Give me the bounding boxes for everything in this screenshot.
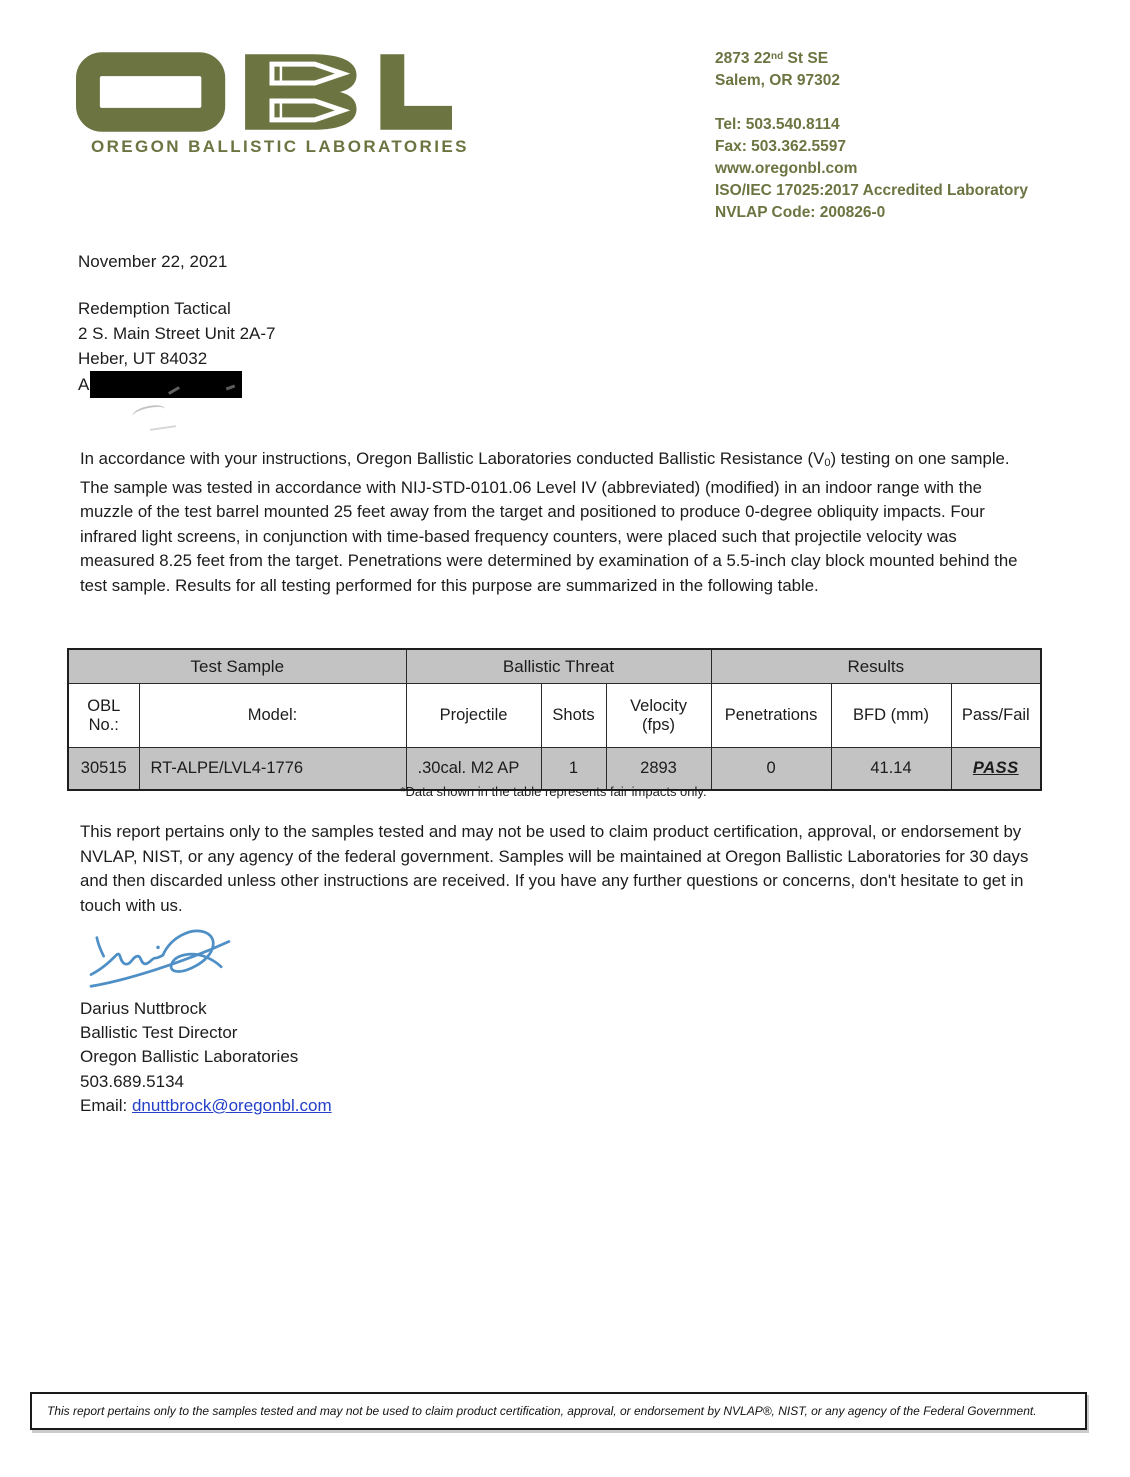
lab-website: www.oregonbl.com — [715, 160, 858, 177]
email-label: Email: — [80, 1095, 132, 1115]
cell-velocity: 2893 — [606, 748, 711, 791]
col-header-penetrations: Penetrations — [711, 684, 831, 748]
lab-address-line2: Salem, OR 97302 — [715, 72, 840, 89]
results-table — [67, 648, 1042, 791]
signer-title: Ballistic Test Director — [80, 1023, 238, 1043]
cell-obl-no: 30515 — [68, 748, 139, 791]
lab-contact-block — [715, 46, 1028, 224]
lab-address-line1: 2873 22nd St SE — [715, 50, 829, 67]
col-header-obl-no: OBL No.: — [68, 684, 139, 748]
lab-accreditation: ISO/IEC 17025:2017 Accredited Laboratory — [715, 182, 1029, 199]
col-header-bfd: BFD (mm) — [831, 684, 951, 748]
email-link[interactable]: dnuttbrock@oregonbl.com — [131, 1095, 332, 1115]
body-text — [80, 447, 1028, 599]
lab-nvlap-code: NVLAP Code: 200826-0 — [715, 204, 886, 221]
recipient-redacted-line: A — [78, 371, 275, 398]
group-header-results: Results — [711, 649, 1041, 684]
signature-scribble — [80, 926, 238, 994]
recipient-address1: 2 S. Main Street Unit 2A-7 — [78, 324, 276, 343]
col-header-velocity: Velocity (fps) — [606, 684, 711, 748]
cell-pass-fail: PASS — [951, 748, 1041, 791]
table-group-header-row — [68, 649, 1041, 684]
signer-name: Darius Nuttbrock — [80, 999, 207, 1018]
redaction-box — [90, 371, 242, 398]
cell-projectile: .30cal. M2 AP — [406, 748, 541, 791]
ordinal-suffix: nd — [771, 51, 784, 62]
scan-smudge — [131, 403, 167, 424]
cell-penetrations: 0 — [711, 748, 831, 791]
cell-model: RT-ALPE/LVL4-1776 — [139, 748, 406, 791]
signer-email-line — [80, 1094, 332, 1118]
footer-disclaimer-box — [30, 1392, 1087, 1430]
table-column-header-row — [68, 684, 1041, 748]
col-header-pass-fail: Pass/Fail — [951, 684, 1041, 748]
signature-block — [80, 997, 332, 1118]
obl-logo-icon — [76, 52, 454, 132]
col-header-projectile: Projectile — [406, 684, 541, 748]
cell-shots: 1 — [541, 748, 606, 791]
footer-disclaimer-text: This report pertains only to the samples tested and may not be used to claim product certification, approval, or endorsement by NVLAP®, NIST, or any agency of the Federal Government. — [47, 1404, 1037, 1418]
table-footnote: *Data shown in the table represents fair impacts only. — [400, 784, 707, 799]
recipient-name: Redemption Tactical — [78, 299, 231, 318]
col-header-model: Model: — [139, 684, 406, 748]
signer-phone: 503.689.5134 — [80, 1071, 184, 1091]
closing-paragraph: This report pertains only to the samples tested and may not be used to claim product certification, approval, or endorsement by NVLAP, NIST, or any agency of the federal government. Samples will be maintained at Oregon Ballistic Laboratories for 30 days and then discarded unless other instructions are received. If you have any further questions or concerns, don't hesitate to get in touch with us. — [80, 822, 1029, 915]
scan-smudge — [150, 425, 176, 431]
col-header-shots: Shots — [541, 684, 606, 748]
report-date: November 22, 2021 — [78, 252, 228, 271]
intro-paragraph: In accordance with your instructions, Oregon Ballistic Laboratories conducted Ballistic Resistance $(V_0)$ testing on one sample. — [80, 449, 1010, 469]
group-header-ballistic-threat: Ballistic Threat — [406, 649, 711, 684]
cell-bfd: 41.14 — [831, 748, 951, 791]
lab-fax: Fax: 503.362.5597 — [715, 138, 846, 155]
signer-company: Oregon Ballistic Laboratories — [80, 1047, 299, 1067]
group-header-test-sample: Test Sample — [68, 649, 406, 684]
recipient-block — [78, 296, 275, 398]
logo-wordmark: OREGON BALLISTIC LABORATORIES — [91, 137, 469, 156]
v0-subscript: 0 — [824, 457, 831, 469]
lab-tel: Tel: 503.540.8114 — [715, 116, 840, 133]
recipient-address2: Heber, UT 84032 — [78, 349, 208, 368]
method-paragraph: The sample was tested in accordance with NIJ-STD-0101.06 Level IV (abbreviated) (modified) in an indoor range with the muzzle of the test barrel mounted 25 feet away from the target and positioned to produce 0-degree obliquity impacts. Four infrared light screens, in conjunction with time-based frequency counters, were placed such that projectile velocity was measured 8.25 feet from the target. Penetrations were determined by examination of a 5.5-inch clay block mounted behind the test sample. Results for all testing performed for this purpose are summarized in the following table. — [80, 477, 1018, 595]
